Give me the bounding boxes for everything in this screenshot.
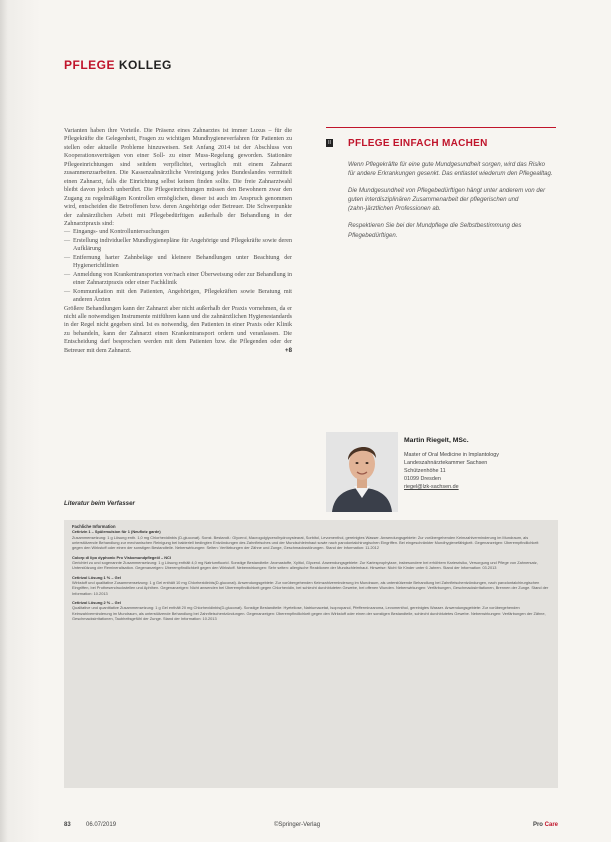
author-email-link[interactable]: riegel@lzk-sachsen.de xyxy=(404,483,459,490)
bullet-item: — Anmeldung von Krankentransporten vor/nach einer Überweisung oder zur Behandlung in einer Zahnarztpraxis oder einer Fachklinik xyxy=(64,271,292,288)
bullet-item: — Entfernung harter Zahnbeläge und kleinere Behandlungen unter Beachtung der Hygienerichtlinien xyxy=(64,254,292,271)
reference-block xyxy=(72,529,550,550)
article-body xyxy=(64,127,292,355)
product-information-box xyxy=(64,520,558,788)
tip-paragraph: Wenn Pflegekräfte für eine gute Mundgesundheit sorgen, wird das Risiko für andere Erkrankungen gesenkt. Das entlastet wiederum den Pflegealltag. xyxy=(348,161,553,178)
author-bio-line: Schützenhöhe 11 xyxy=(404,467,446,474)
reference-title: Cetirizin 1 – Spülemulsion für 1 (Neuflotz garde) xyxy=(72,529,161,535)
header-kolleg: KOLLEG xyxy=(118,58,172,72)
reference-block xyxy=(72,575,550,596)
article-paragraph xyxy=(64,305,292,356)
journal-brand xyxy=(533,822,558,828)
reference-text: Zusammensetzung: 1 g Lösung enth. 1,0 mg Chlorhexidinbis (D-gluconat). Sonst. Bestandt.: Glycerol, Macrogolglycerolhydroxystearat, Sorbitol, Levomenthol, gereinigtes Wasser. Anwendungsgebiete: Zur vorübergehenden Keimzahlverminderung im Mundraum, als unterstützende Behandlung zur mechanischen Reinigung bei bakteriell bedingten Entzündungen des Zahnfleisches und der Mundschleimhaut sowie nach parodontalchirurgischen Eingriffen. Bei eingeschränkter Mundhygienefähigkeit. Gegenanzeigen: Überempfindlichkeit gegen den Wirkstoff oder einen der sonstigen Bestandteile. Nebenwirkungen: Selten: Verfärbungen der Zähne und Zunge, Geschmacksstörungen. Stand der Information: 11.2012 xyxy=(72,534,539,551)
author-bio-line: Landeszahnärztekammer Sachsen xyxy=(404,459,488,466)
page-number: 83 xyxy=(64,822,71,828)
section-header xyxy=(64,58,172,72)
literature-note: Literatur beim Verfasser xyxy=(64,500,135,507)
brand-part: Care xyxy=(544,822,558,828)
bullet-list xyxy=(64,228,292,304)
product-information-heading: Fachliche Information xyxy=(72,524,116,529)
bullet-item: — Erstellung individueller Mundhygienepläne für Angehörige und Pflegekräfte sowie deren Aufklärung xyxy=(64,237,292,254)
tip-paragraph: Respektieren Sie bei der Mundpflege die Selbstbestimmung des Pflegebedürftigen. xyxy=(348,222,522,239)
reference-block xyxy=(72,555,550,571)
issue-date: 06.07/2019 xyxy=(86,822,117,828)
tip-box-text xyxy=(348,160,553,248)
end-mark: +8 xyxy=(285,346,292,354)
author-bio xyxy=(404,452,554,492)
tip-box-marker: II xyxy=(326,139,333,147)
reference-block xyxy=(72,600,550,621)
author-photo xyxy=(326,432,398,512)
author-bio-line: 01099 Dresden xyxy=(404,475,441,482)
reference-text: Qualitative und quantitative Zusammensetzung: 1 g Gel enthält 20 mg Chlorhexidinbis(D-gluconat). Sonstige Bestandteile: Hyetellose, Natriumacetat, Isopropanol, Pfefferminzaroma, Levomenthol, gereinigtes Wasser. Anwendungsgebiete: Zur vorübergehenden Keimzahlverminderung im Mundraum, als unterstützende Behandlung bei Zahnfleischentzündungen. Gegenanzeigen: Überempfindlichkeit gegen den Wirkstoff oder einen der sonstigen Bestandteile, schlecht durchblutetes Gewebe. Nebenwirkungen: Verfärbungen der Zähne, Geschmacksirritationen, Taubheitsgefühl der Zunge. Stand der Information: 10.2013 xyxy=(72,605,546,622)
tip-box-title: PFLEGE EINFACH MACHEN xyxy=(348,138,488,149)
tip-paragraph: Die Mundgesundheit von Pflegebedürftigen hängt unter anderem von der guten interdisziplinären Zusammenarbeit der pflegerischen und (zahn-)ärztlichen Professionen ab. xyxy=(348,187,546,213)
author-name: Martin Riegelt, MSc. xyxy=(404,437,469,444)
reference-title: Cetirizol Lösung 1 % – Gel xyxy=(72,574,121,580)
product-information-text xyxy=(72,524,550,626)
reference-text: Wirkstoff und qualitative Zusammensetzung: 1 g Gel enthält 10 mg Chlorhexidinbis(D-gluconat). Anwendungsgebiete: Zur vorübergehenden Keimzahlverminderung im Mundraum, als unterstützende Behandlung bei Zahnfleischentzündungen, nach parodontalchirurgischen Eingriffen, bei Prothesendruckstellen und Aphthen. Gegenanzeigen: Nicht anwenden bei Überempfindlichkeit gegen Chlorhexidin, bei schlecht durchbluteten Gewebe, bei offenen Wunden. Nebenwirkungen: Verfärbungen, Geschmacksirritationen, Brennen der Zunge. Stand der Information: 10.2013 xyxy=(72,580,549,596)
article-paragraph: Varianten haben ihre Vorteile. Die Präsenz eines Zahnarztes ist immer Luxus – für die Pflegekräfte die Gelegenheit, Fragen zu wichtigen Mundhygieneverfahren für Patienten zu stellen oder aktuelle Probleme hinzuweisen. Seit Anfang 2014 ist der Abschluss von Kooperationsverträgen von einer Soll- zu einer Muss-Regelung geworden. Stationäre Pflegeeinrichtungen sind seitdem verpflichtet, vertraglich mit einem Zahnarzt zusammenzuarbeiten. Die Kassenzahnärztliche Vereinigung jedes Bundeslandes vermittelt einen Zahnarzt, falls die Einrichtung selbst keinen finden sollte. Die freie Zahnarztwahl bleibt davon jedoch unberührt. Die Pflegeeinrichtungen müssen den Bewohnern zwar den Zugang zu regelmäßigen Kontrollen ermöglichen, dieser ist auch im Anspruch genommen wird, entscheiden die Betroffenen bzw. deren Angehörige oder Betreuer. Die Schwerpunkte der zahnärztlichen Arbeit mit Pflegebedürftigen außerhalb der Behandlung in der Zahnarztpraxis sind: xyxy=(64,128,292,227)
reference-title: Colorp dl lipo dyphonic Pro Viskomundpflegeöl – NCI xyxy=(72,554,171,560)
reference-text: Gerichtet zu und sogenannte Zusammensetzung: 1 g Lösung enthält 4,0 mg Natriumfluorid. Sonstige Bestandteile: Aromastoffe, Xylitol, Glycerol. Anwendungsgebiete: Zur Kariesprophylaxe, insbesondere bei erhöhtem Kariesrisiko, Versorgung und Pflege von Zahnersatz, Unterstützung der Remineralisation. Gegenanzeigen: Überempfindlichkeit gegen den Wirkstoff. Nebenwirkungen: Sehr selten: allergische Reaktionen der Mundschleimhaut. Hinweise: Nicht für Kinder unter 6 Jahren. Stand der Information: 03.2013 xyxy=(72,560,538,571)
tip-box xyxy=(326,127,556,239)
publisher: ©Springer-Verlag xyxy=(274,822,321,828)
header-pflege: PFLEGE xyxy=(64,58,116,72)
bullet-item: — Kommunikation mit den Patienten, Angehörigen, Pflegekräften sowie Beratung mit anderen Ärzten xyxy=(64,288,292,305)
reference-title: Cetirizol Lösung 2 % – Gel xyxy=(72,600,121,606)
brand-part: Pro xyxy=(532,822,543,828)
paragraph-text: Größere Behandlungen kann der Zahnarzt aber nicht außerhalb der Praxis vornehmen, da er nicht alle notwendigen Instrumente mitführen kann und die zahnärztlichen Hygienestandards in der Regel nicht gegeben sind. Ist es notwendig, den Patienten in einer Praxis oder Klinik zu behandeln, kann der Zahnarzt einen Krankentransport ordern und veranlassen. Die Entscheidung darf besprochen werden mit dem Patienten bzw. die Pflegenden oder der Betreuer mit dem Zahnarzt. xyxy=(64,305,292,354)
author-bio-line: Master of Oral Medicine in Implantology xyxy=(404,452,499,458)
bullet-item: — Eingangs- und Kontrolluntersuchungen xyxy=(64,228,292,236)
